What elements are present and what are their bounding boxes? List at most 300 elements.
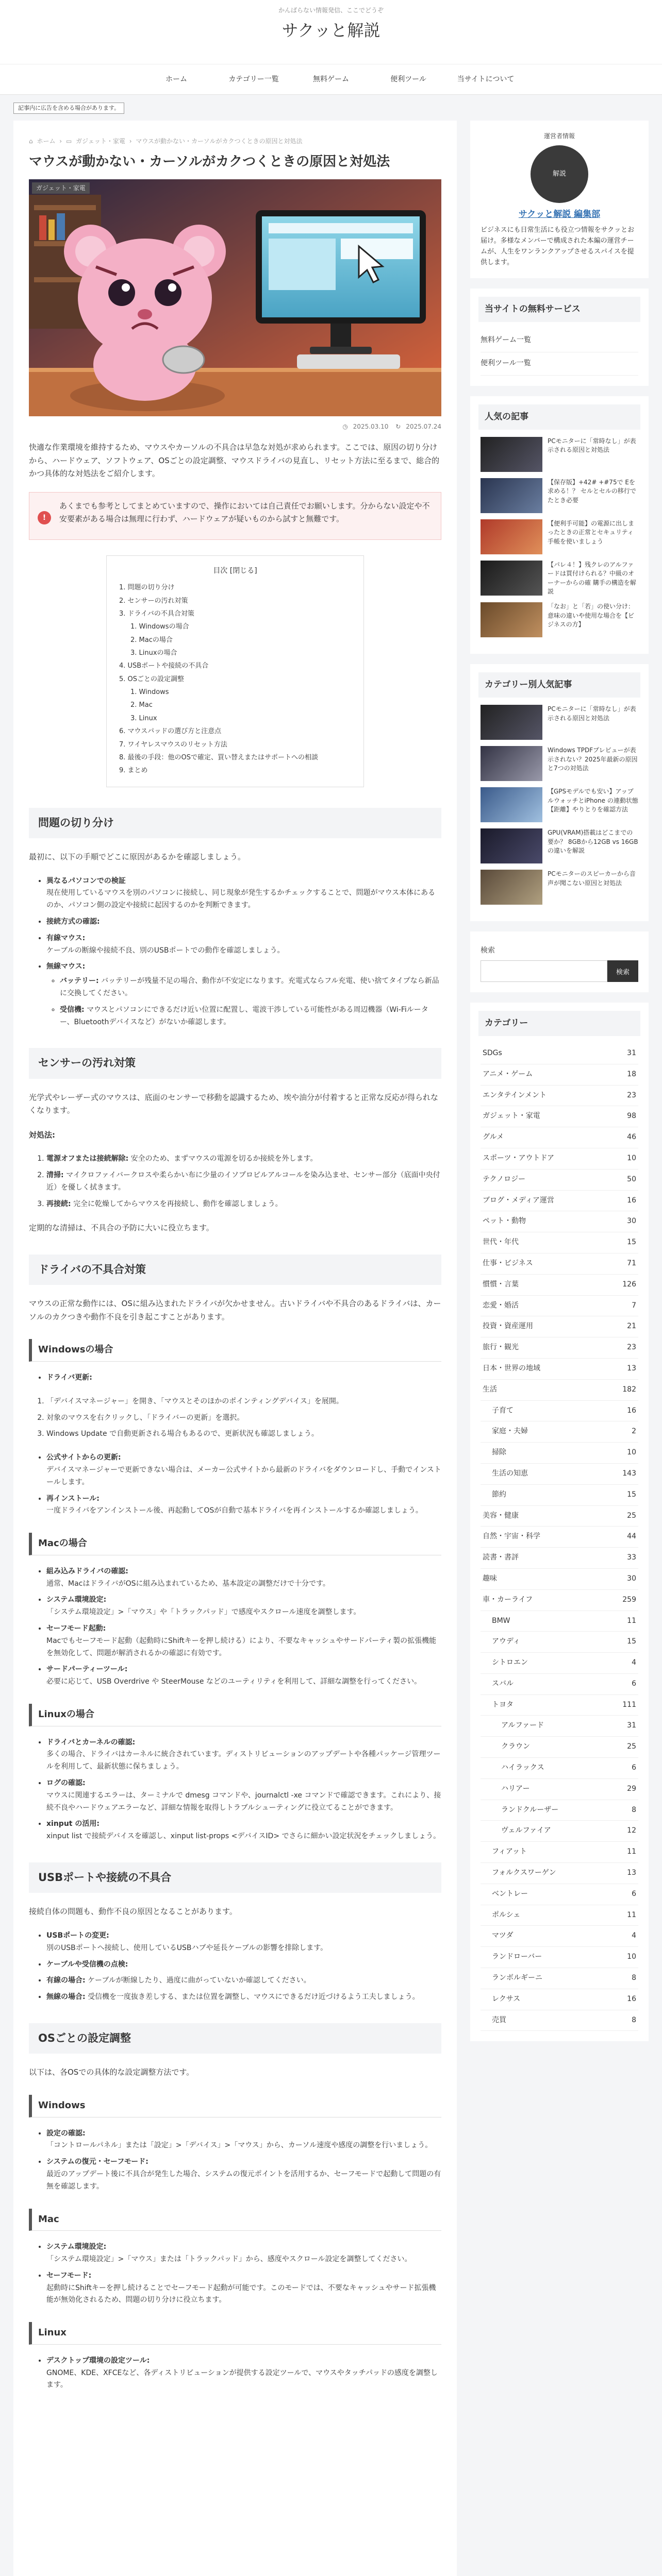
published-date: 2025.03.10 — [353, 422, 389, 430]
post-title: 【便利手可能】の電源に出しまったときの正常とセキュリティ手帳を使いましょう — [548, 519, 635, 545]
category-item[interactable] — [481, 1359, 638, 1380]
category-count: 30 — [627, 1217, 636, 1226]
site-title[interactable]: サクッと解説 — [282, 21, 380, 40]
post-thumbnail — [481, 705, 542, 740]
category-count: 33 — [627, 1553, 636, 1562]
category-count: 30 — [627, 1574, 636, 1583]
popular-post[interactable] — [481, 519, 638, 554]
category-count: 15 — [627, 1637, 636, 1646]
list-subitem — [60, 975, 441, 1000]
category-count: 16 — [627, 1406, 636, 1415]
toc-item[interactable]: 9. まとめ — [119, 767, 148, 775]
category-item[interactable] — [481, 1968, 638, 1989]
table-of-contents — [106, 555, 364, 787]
category-post[interactable] — [481, 787, 638, 822]
category-count: 23 — [627, 1091, 636, 1099]
toc-subitem[interactable]: 1. Windows — [130, 688, 169, 697]
nav-about[interactable]: 当サイトについて — [457, 75, 515, 83]
list-subitem — [60, 1004, 441, 1029]
isolation-list — [29, 875, 441, 1029]
item-title: ドライバとカーネルの確認: — [46, 1738, 136, 1747]
item-desc: デバイスマネージャーで更新できない場合は、メーカー公式サイトから最新のドライバをダウンロードし、手動でインストールします。 — [46, 1466, 441, 1486]
category-item[interactable] — [481, 1232, 638, 1253]
category-name: ハリアー — [501, 1784, 530, 1793]
mouse-character-illustration — [29, 179, 441, 416]
item-title: バッテリー: — [60, 977, 99, 986]
subsection-heading: Linuxの場合 — [29, 1704, 441, 1726]
category-count: 11 — [627, 1910, 636, 1919]
toc-item[interactable]: 4. USBポートや接続の不具合 — [119, 662, 209, 670]
popular-post[interactable] — [481, 561, 638, 597]
category-count: 71 — [627, 1259, 636, 1267]
category-name: 自然・宇宙・科学 — [483, 1532, 540, 1541]
free-services-widget — [470, 289, 649, 385]
item-desc: 別のUSBポートへ接続し、使用しているUSBハブや延長ケーブルの影響を排除します。 — [46, 1943, 328, 1952]
category-item[interactable] — [481, 1485, 638, 1506]
list-item — [46, 1930, 441, 1955]
category-item[interactable] — [481, 1127, 638, 1148]
category-count: 4 — [632, 1658, 636, 1667]
item-title: サードパーティーツール: — [46, 1665, 128, 1674]
item-title: 有線の場合: — [46, 1976, 86, 1985]
category-item[interactable] — [481, 1548, 638, 1569]
category-item[interactable] — [481, 1947, 638, 1968]
post-title: PCモニターのスピーカーから音声が聞こない原因と対処法 — [548, 870, 636, 887]
item-title: 接続方式の確認: — [46, 917, 100, 926]
linux-driver-list — [29, 1737, 441, 1843]
category-name: レクサス — [492, 1994, 521, 2003]
list-item — [46, 1594, 441, 1619]
category-count: 11 — [627, 1848, 636, 1856]
item-title: ケーブルや受信機の点検: — [46, 1960, 128, 1969]
category-name: 世代・年代 — [483, 1238, 519, 1247]
category-item[interactable] — [481, 1800, 638, 1821]
author-name[interactable]: サクッと解説 編集部 — [518, 209, 601, 220]
item-title: xinput の活用: — [46, 1820, 100, 1828]
section-intro: 以下は、各OSでの具体的な設定調整方法です。 — [29, 2067, 194, 2077]
section-heading: センサーの汚れ対策 — [29, 1048, 441, 1079]
category-count: 31 — [627, 1048, 636, 1057]
item-desc: 安全のため、まずマウスの電源を切るか接続を外します。 — [130, 1155, 318, 1163]
category-item[interactable] — [481, 1674, 638, 1695]
category-item[interactable] — [481, 1064, 638, 1086]
section-intro: マウスの正常な動作には、OSに組み込まれたドライバが欠かせません。古いドライバや不具合のあるドライバは、カーソルのカクつきや動作不良を引き起こすことがあります。 — [29, 1299, 441, 1321]
item-title: 有線マウス: — [46, 934, 86, 942]
nav-home[interactable]: ホーム — [166, 75, 187, 83]
category-name: 家庭・夫婦 — [492, 1427, 528, 1436]
global-nav — [0, 64, 662, 95]
notice-wrap — [13, 101, 649, 113]
category-count: 111 — [622, 1700, 636, 1709]
updated-date: 2025.07.24 — [406, 422, 441, 430]
category-count: 13 — [627, 1364, 636, 1372]
sidebar — [470, 121, 649, 2052]
category-name: 子育て — [492, 1406, 514, 1415]
category-count: 126 — [622, 1280, 636, 1289]
category-item[interactable] — [481, 1253, 638, 1275]
list-item — [46, 916, 441, 928]
category-name: 趣味 — [483, 1574, 497, 1583]
list-item — [46, 1737, 441, 1773]
post-thumbnail — [481, 870, 542, 905]
category-name: マツダ — [492, 1931, 514, 1940]
item-desc: マウスに関連するエラーは、ターミナルで dmesg コマンドや、journalctl -xe コマンドで確認できます。これにより、接続不良やハードウェアエラーなど、詳細な情報を取得しトラブルシューティングに役立てることができます。 — [46, 1791, 441, 1812]
category-item[interactable] — [481, 1716, 638, 1737]
category-name: ベントレー — [492, 1889, 528, 1898]
item-title: ドライバ更新: — [46, 1374, 92, 1382]
category-name: 車・カーライフ — [483, 1595, 533, 1604]
category-name: アウディ — [492, 1637, 520, 1646]
item-desc: 「コントロールパネル」または「設定」>「デバイス」>「マウス」から、カーソル速度や感度の調整を行いましょう。 — [46, 2141, 433, 2150]
section-heading: OSごとの設定調整 — [29, 2023, 441, 2054]
avatar-text: 解説 — [552, 170, 566, 178]
subsection-heading: Mac — [29, 2209, 441, 2231]
item-desc: 受信機を一度抜き差しする、または位置を調整し、マウスにできるだけ近づけるよう工夫しましょう。 — [88, 1993, 420, 2002]
breadcrumb-current: マウスが動かない・カーソルがカクつくときの原因と対処法 — [136, 138, 303, 145]
post-title: PCモニターに「常時なし」が表示される原因と対処法 — [548, 437, 636, 454]
item-title: 清掃: — [46, 1171, 64, 1180]
category-item[interactable] — [481, 1170, 638, 1191]
category-count: 15 — [627, 1490, 636, 1499]
toc-subitem[interactable]: 2. Macの場合 — [130, 636, 173, 644]
free-services-links — [481, 329, 638, 376]
section-intro: 最初に、以下の手順でどこに原因があるかを確認しましょう。 — [29, 852, 246, 862]
category-name: スバル — [492, 1679, 514, 1688]
search-form — [481, 960, 638, 982]
section-intro: 接続自体の問題も、動作不良の原因となることがあります。 — [29, 1907, 237, 1917]
item-desc: 必要に応じて、USB Overdrive や SteerMouse などのユーティリティを利用して、詳細な調整を行ってください。 — [46, 1677, 422, 1686]
category-name: 仕事・ビジネス — [483, 1259, 533, 1267]
category-name: シトロエン — [492, 1658, 528, 1667]
item-desc: バッテリーが残量不足の場合、動作が不安定になります。充電式ならフル充電、使い捨てタイプなら新品に交換してください。 — [60, 977, 439, 997]
category-count: 143 — [622, 1469, 636, 1478]
nav-free-games[interactable]: 無料ゲーム — [313, 75, 349, 83]
category-name: アルファード — [501, 1721, 544, 1730]
category-post[interactable] — [481, 870, 638, 905]
category-name: テクノロジー — [483, 1175, 526, 1183]
breadcrumb-home[interactable]: ホーム — [37, 138, 56, 145]
subsection-heading: Linux — [29, 2322, 441, 2345]
category-item[interactable] — [481, 1148, 638, 1170]
category-item[interactable] — [481, 1421, 638, 1443]
item-title: 再インストール: — [46, 1494, 100, 1503]
item-desc: 通常、MacはドライバがOSに組み込まれているため、基本設定の調整だけで十分です。 — [46, 1579, 330, 1588]
category-item[interactable] — [481, 1106, 638, 1127]
search-button[interactable]: 検索 — [607, 960, 638, 982]
toc-item[interactable]: 7. ワイヤレスマウスのリセット方法 — [119, 740, 227, 749]
category-count: 15 — [627, 1238, 636, 1247]
breadcrumb — [29, 136, 441, 146]
category-post[interactable] — [481, 746, 638, 781]
list-item — [46, 875, 441, 912]
post-thumbnail — [481, 519, 542, 554]
category-item[interactable] — [481, 1380, 638, 1401]
category-name: 投資・資産運用 — [483, 1322, 533, 1331]
list-item — [46, 1566, 441, 1590]
link-tools[interactable]: 便利ツール一覧 — [481, 352, 638, 376]
category-count: 10 — [627, 1953, 636, 1961]
category-count: 6 — [632, 1889, 636, 1898]
category-name: スポーツ・アウトドア — [483, 1154, 555, 1162]
category-name: 売買 — [492, 2015, 506, 2024]
popular-post[interactable] — [481, 478, 638, 513]
item-desc: 多くの場合、ドライバはカーネルに統合されています。ディストリビューションのアップデートや各種パッケージ管理ツールを利用して、最新状態に保ちましょう。 — [46, 1750, 441, 1771]
category-name: 旅行・観光 — [483, 1343, 519, 1352]
category-item[interactable] — [481, 1737, 638, 1758]
post-thumbnail — [481, 828, 542, 863]
item-desc: 現在使用しているマウスを別のパソコンに接続し、同じ現象が発生するかチェックすることで、問題がマウス本体にあるのか、パソコン側の設定や接続に起因するのかを判断できます。 — [46, 889, 436, 910]
category-item[interactable] — [481, 1464, 638, 1485]
popular-post[interactable] — [481, 602, 638, 637]
subheading: 対処法: — [29, 1130, 55, 1140]
category-item[interactable] — [481, 1211, 638, 1232]
list-item — [46, 2128, 441, 2153]
list-item — [46, 1991, 441, 2004]
section-outro: 定期的な清掃は、不具合の予防に大いに役立ちます。 — [29, 1223, 214, 1233]
toc-subitem[interactable]: 3. Linux — [130, 714, 157, 722]
toc-subitem[interactable]: 3. Linuxの場合 — [130, 649, 177, 657]
category-name: ハイラックス — [501, 1764, 544, 1772]
search-input[interactable] — [481, 960, 607, 982]
page-title: マウスが動かない・カーソルがカクつくときの原因と対処法 — [29, 154, 390, 170]
popular-post[interactable] — [481, 437, 638, 472]
category-count: 259 — [622, 1595, 636, 1604]
item-desc: 「システム環境設定」>「マウス」または「トラックパッド」から、感度やスクロール設定を調整してください。 — [46, 2255, 412, 2263]
list-item — [46, 1198, 441, 1211]
alert-box — [29, 492, 441, 540]
category-name: ガジェット・家電 — [483, 1112, 540, 1121]
widget-title: カテゴリー別人気記事 — [478, 672, 640, 698]
nav-categories[interactable]: カテゴリー一覧 — [228, 75, 279, 83]
category-name: ランドローバー — [492, 1953, 542, 1961]
widget-title: 人気の記事 — [478, 404, 640, 430]
toc-subitem[interactable]: 2. Mac — [130, 701, 153, 709]
windows-driver-list — [29, 1372, 441, 1384]
item-title: 公式サイトからの更新: — [46, 1453, 121, 1462]
usb-list — [29, 1930, 441, 2004]
post-thumbnail — [481, 746, 542, 781]
list-item — [46, 1818, 441, 1843]
exclamation-icon: ! — [38, 511, 51, 524]
item-title: 再接続: — [46, 1199, 71, 1208]
item-desc: xinput list で接続デバイスを確認し、xinput list-props <デバイスID> でさらに細かい設定状況をチェックしましょう。 — [46, 1832, 441, 1841]
author-widget — [470, 121, 649, 278]
category-count: 21 — [627, 1322, 636, 1331]
category-item[interactable] — [481, 1926, 638, 1947]
category-name: 生活 — [483, 1385, 497, 1394]
category-count: 6 — [632, 1679, 636, 1688]
category-item[interactable] — [481, 1401, 638, 1422]
widget-title: カテゴリー — [478, 1011, 640, 1036]
category-item[interactable] — [481, 1695, 638, 1716]
list-item — [46, 933, 441, 957]
category-item[interactable] — [481, 1758, 638, 1779]
category-name: アニメ・ゲーム — [483, 1070, 533, 1078]
category-count: 4 — [632, 1931, 636, 1940]
category-count: 50 — [627, 1175, 636, 1183]
category-name: クラウン — [501, 1742, 530, 1751]
post-title: 「なお」と「若」の使い分け：意味の違いや使用な場合を【ビジネスの方】 — [548, 603, 635, 629]
toc-item[interactable]: 8. 最後の手段：他のOSで確定、買い替えまたはサポートへの相談 — [119, 753, 319, 761]
link-free-games[interactable]: 無料ゲーム一覧 — [481, 329, 638, 352]
clock-icon: ◷ — [342, 422, 348, 430]
author-caption: 運営者情報 — [543, 132, 575, 140]
category-label[interactable]: ガジェット・家電 — [32, 182, 90, 194]
category-item[interactable] — [481, 1296, 638, 1317]
category-item[interactable] — [481, 1905, 638, 1926]
list-item: 3. Windows Update で自動更新される場合もあるので、更新状況も確認しましょう。 — [46, 1428, 441, 1440]
category-item[interactable] — [481, 1569, 638, 1590]
toc-item-group — [119, 607, 351, 659]
widget-title: 当サイトの無料サービス — [478, 297, 640, 322]
category-list — [481, 1043, 638, 2031]
list-item — [46, 1452, 441, 1488]
category-item[interactable] — [481, 1191, 638, 1212]
category-item[interactable] — [481, 2010, 638, 2031]
item-desc: 「システム環境設定」>「マウス」や「トラックパッド」で感度やスクロール速度を調整します。 — [46, 1608, 361, 1617]
item-title: システムの復元・セーフモード: — [46, 2158, 148, 2166]
category-name: 美容・健康 — [483, 1511, 519, 1520]
category-count: 182 — [622, 1385, 636, 1394]
list-item — [46, 1959, 441, 1971]
category-item[interactable] — [481, 1527, 638, 1548]
category-item[interactable] — [481, 1611, 638, 1632]
item-title: 組み込みドライバの確認: — [46, 1567, 128, 1575]
post-dates — [29, 421, 441, 432]
post-title: 【保存版】+42# +#75で Eを求める！？ セルとセルの移行でたとき必要 — [548, 478, 636, 504]
category-item[interactable] — [481, 1590, 638, 1611]
category-item[interactable] — [481, 1337, 638, 1359]
nav-tools[interactable]: 便利ツール — [390, 75, 426, 83]
popular-posts-widget — [470, 396, 649, 654]
category-count: 11 — [627, 1616, 636, 1625]
item-desc: マイクロファイバークロスや柔らかい布に少量のイソプロピルアルコールを染み込ませ、センサー部分（底面中央付近）を優しく拭きます。 — [46, 1171, 440, 1192]
toc-item[interactable]: 6. マウスパッドの選び方と注意点 — [119, 727, 222, 736]
category-count: 31 — [627, 1721, 636, 1730]
list-item — [46, 1777, 441, 1814]
category-name: BMW — [492, 1616, 510, 1625]
category-item[interactable] — [481, 1863, 638, 1884]
category-name: 掃除 — [492, 1448, 506, 1457]
category-item[interactable] — [481, 1842, 638, 1863]
item-desc: 最近のアップデート後に不具合が発生した場合、システムの復元ポイントを活用するか、セーフモードで起動して問題の有無を確認します。 — [46, 2170, 441, 2191]
search-widget — [470, 931, 649, 992]
subsection-heading: Windows — [29, 2095, 441, 2117]
list-item — [46, 961, 441, 1028]
item-title: セーフモード起動: — [46, 1624, 106, 1633]
avatar[interactable] — [531, 145, 588, 203]
item-title: 設定の確認: — [46, 2129, 86, 2138]
category-item[interactable] — [481, 1632, 638, 1653]
category-post[interactable] — [481, 828, 638, 863]
category-name: フィアット — [492, 1848, 527, 1856]
toc-title[interactable]: 目次 [閉じる] — [213, 566, 257, 575]
category-item[interactable] — [481, 1989, 638, 2010]
category-name: ランドクルーザー — [501, 1805, 559, 1814]
list-item — [46, 2270, 441, 2307]
item-title: 異なるパソコンでの検証 — [46, 876, 126, 885]
category-name: 恋愛・婚活 — [483, 1301, 519, 1310]
category-name: SDGs — [483, 1048, 502, 1057]
category-item[interactable] — [481, 1275, 638, 1296]
category-count: 2 — [632, 1427, 636, 1436]
item-title: 無線マウス: — [46, 962, 86, 971]
item-title: USBポートの変更: — [46, 1931, 109, 1940]
item-title: システム環境設定: — [46, 2243, 107, 2251]
item-title: 受信機: — [60, 1005, 85, 1014]
category-item[interactable] — [481, 1506, 638, 1527]
site-header — [0, 0, 662, 64]
category-item[interactable] — [481, 1653, 638, 1674]
category-count: 12 — [627, 1826, 636, 1835]
post-thumbnail — [481, 478, 542, 513]
category-item[interactable] — [481, 1043, 638, 1064]
item-title: 電源オフまたは接続解除: — [46, 1155, 129, 1163]
post-title: PCモニターに「常時なし」が表示される原因と対処法 — [548, 705, 636, 722]
subsection-heading: Windowsの場合 — [29, 1339, 441, 1362]
category-name: 日本・世界の地域 — [483, 1364, 540, 1372]
toc-item[interactable]: 2. センサーの汚れ対策 — [119, 597, 188, 605]
category-item[interactable] — [481, 1884, 638, 1905]
category-count: 18 — [627, 1070, 636, 1078]
category-item[interactable] — [481, 1443, 638, 1464]
list-item — [46, 1664, 441, 1688]
category-name: 生活の知恵 — [492, 1469, 528, 1478]
section-intro: 光学式やレーザー式のマウスは、底面のセンサーで移動を認識するため、埃や油分が付着すると正常な反応が得られなくなります。 — [29, 1092, 438, 1115]
item-title: デスクトップ環境の設定ツール: — [46, 2356, 150, 2365]
toc-item[interactable]: 3. ドライバの不具合対策 — [119, 610, 194, 618]
category-count: 98 — [627, 1112, 636, 1121]
category-name: ポルシェ — [492, 1910, 521, 1919]
intro-paragraph: 快適な作業環境を維持するため、マウスやカーソルの不具合は早急な対処が求められます。ここでは、原因の切り分けから、ハードウェア、ソフトウェア、OSごとの設定調整、マウスドライバの見直し、リセット方法に至るまで、総合的かつ具体的な対処法をご紹介します。 — [29, 443, 440, 479]
breadcrumb-category[interactable]: ガジェット・家電 — [76, 138, 125, 145]
category-name: グルメ — [483, 1133, 504, 1142]
category-count: 13 — [627, 1869, 636, 1877]
category-posts-widget — [470, 664, 649, 921]
section-heading: ドライバの不具合対策 — [29, 1255, 441, 1285]
category-item[interactable] — [481, 1779, 638, 1800]
chevron-right-icon: › — [59, 138, 62, 145]
category-post[interactable] — [481, 705, 638, 740]
category-count: 25 — [627, 1511, 636, 1520]
toc-item[interactable]: 5. OSごとの設定調整 — [119, 675, 185, 683]
category-item[interactable] — [481, 1316, 638, 1337]
refresh-icon: ↻ — [395, 422, 401, 430]
categories-widget — [470, 1003, 649, 2041]
post-title: Windows TPDFプレビューが表示されない？2025年最新の原因と7つの対処法 — [548, 747, 638, 772]
eyecatch-image — [29, 179, 441, 416]
post-title: GPU(VRAM)搭載はどこまでの要か？ 8GBから12GB vs 16GBの違いを解説 — [548, 829, 638, 855]
category-name: ランボルギーニ — [492, 1974, 542, 1982]
category-count: 7 — [632, 1301, 636, 1310]
category-count: 8 — [632, 2015, 636, 2024]
list-item — [46, 1372, 441, 1384]
item-desc: 一度ドライバをアンインストール後、再起動してOSが自動で基本ドライバを再インストールするか確認しましょう。 — [46, 1506, 423, 1515]
toc-item[interactable]: 1. 問題の切り分け — [119, 584, 175, 592]
author-bio: ビジネスにも日常生活にも役立つ情報をサクッとお届け。多様なメンバーで構成された本編の運営チームが、人生をワンランクアップさせるスパイスを提供します。 — [481, 226, 635, 266]
category-item[interactable] — [481, 1821, 638, 1842]
list-item — [46, 1623, 441, 1659]
list-item: 1. 「デバイスマネージャー」を開き、「マウスとそのほかのポインティングデバイス」を展開。 — [46, 1396, 441, 1408]
toc-subitem[interactable]: 1. Windowsの場合 — [130, 623, 189, 631]
chevron-right-icon: › — [129, 138, 132, 145]
category-count: 16 — [627, 1994, 636, 2003]
item-title: システム環境設定: — [46, 1596, 107, 1604]
category-count: 8 — [632, 1805, 636, 1814]
category-item[interactable] — [481, 1086, 638, 1107]
section-heading: USBポートや接続の不具合 — [29, 1862, 441, 1893]
list-item — [46, 1975, 441, 1987]
